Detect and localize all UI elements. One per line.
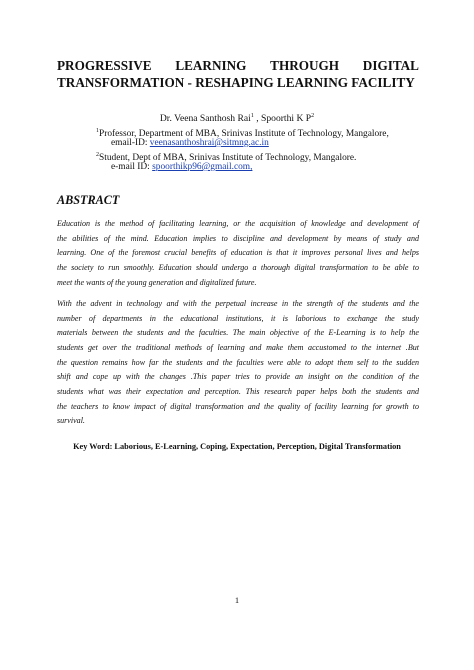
affiliation-1-superscript: 1	[96, 128, 99, 134]
paragraph-line: learning. One of the foremost crucial benefits of education is that it improves personal lives and helps	[57, 248, 419, 258]
paragraph-line: Education is the method of facilitating learning, or the acquisition of knowledge and development of	[57, 219, 419, 228]
abstract-paragraph-2	[57, 297, 419, 429]
paragraph-line: the abilities of the mind. Education implies to discipline and development by means of study and	[57, 233, 419, 243]
title-word: LEARNING	[175, 58, 247, 73]
paragraph-line: With the advent in technology and with the perpetual increase in the strength of the students and the	[57, 299, 419, 308]
title-word: DIGITAL	[362, 58, 419, 73]
affiliation-1-email-label: email-ID:	[111, 138, 148, 148]
affiliation-2-superscript: 2	[96, 152, 99, 158]
affiliation-1-email-line	[111, 138, 269, 150]
author-2-superscript: 2	[311, 113, 315, 119]
author-separator: ,	[253, 113, 262, 125]
author-line	[0, 110, 474, 125]
author-1-superscript: 1	[250, 113, 254, 119]
author-1-name: Dr. Veena Santhosh Rai	[159, 113, 251, 125]
affiliation-1-email-link[interactable]: veenasanthoshrai@sitmng.ac.in	[149, 138, 269, 148]
paragraph-line: the society to run smoothly. Education should undergo a thorough digital transformation to be able to	[57, 262, 419, 272]
paragraph-line: survival.	[57, 416, 85, 426]
title-line-2: TRANSFORMATION - RESHAPING LEARNING FACILITY	[57, 75, 415, 90]
paragraph-line: shift and cope up with the changes .This paper tries to provide an insight on the condition of the	[57, 372, 419, 382]
abstract-paragraph-1	[57, 217, 419, 290]
paragraph-line: students what was their expectation and perception. This research paper helps both the students and	[57, 386, 419, 396]
paragraph-line: meet the wants of the young generation and digitalized future.	[57, 277, 257, 287]
title-word: THROUGH	[270, 58, 340, 73]
abstract-heading: ABSTRACT	[57, 193, 120, 207]
title-line-1	[57, 57, 419, 74]
affiliation-2-text: Student, Dept of MBA, Srinivas Institute of Technology, Mangalore.	[99, 153, 357, 164]
page-number: 1	[234, 595, 240, 605]
paragraph-line: the question remains how far the students and the faculties were able to adopt them self to the sudden	[57, 357, 419, 367]
title-word: PROGRESSIVE	[57, 58, 152, 73]
author-2-name: Spoorthi K P	[261, 113, 312, 125]
affiliation-2-email-link[interactable]: spoorthikp96@gmail.com,	[152, 162, 253, 172]
paragraph-line: number of departments in the educational institutions, it is laborious to exchange the study	[57, 313, 419, 323]
paragraph-line: students get over the traditional methods of learning and make them accustomed to the internet .But	[57, 342, 419, 352]
affiliation-2-email-label: e-mail ID:	[111, 162, 150, 172]
keywords-line: Key Word: Laborious, E-Learning, Coping, Expectation, Perception, Digital Transformation	[73, 442, 401, 451]
paragraph-line: the teachers to know impact of digital transformation and the quality of facility learning for growth to	[57, 401, 419, 411]
affiliation-1-text: Professor, Department of MBA, Srinivas Institute of Technology, Mangalore,	[99, 129, 389, 140]
affiliation-2-email-line	[111, 162, 252, 174]
paragraph-line: materials between the students and the faculties. The main objective of the E-Learning is to help the	[57, 328, 419, 338]
